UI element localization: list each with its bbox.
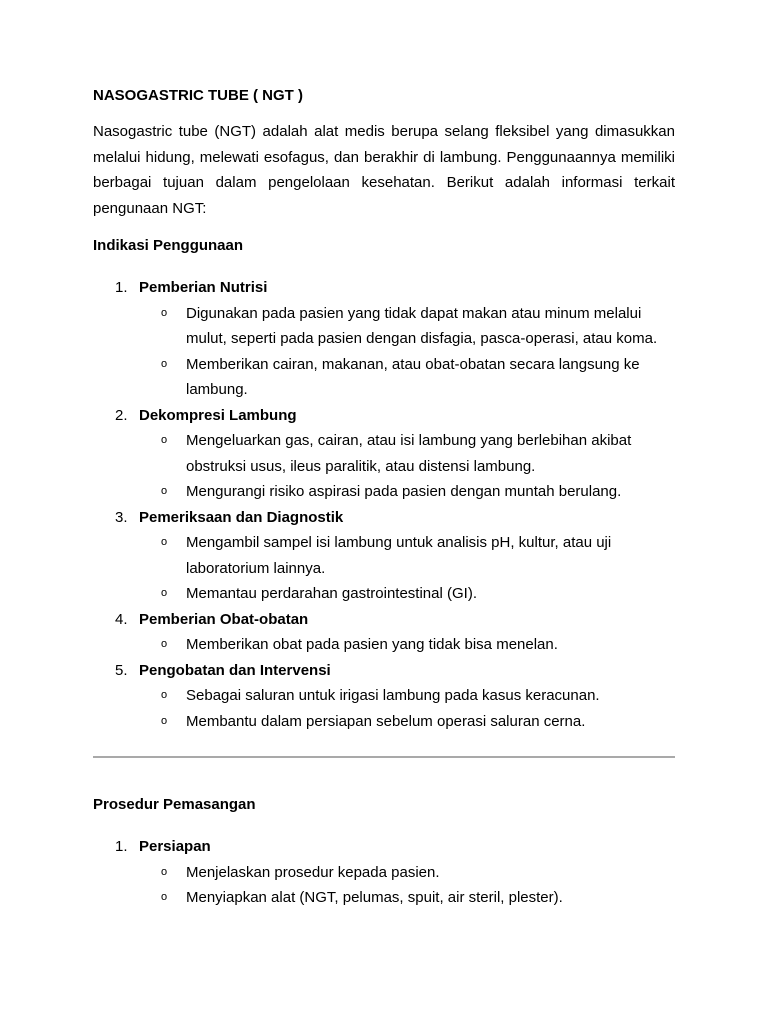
bullet-icon: o (161, 638, 168, 650)
document-page (93, 83, 675, 911)
item-number: 5. (115, 661, 128, 679)
item-number: 4. (115, 610, 128, 628)
list-item (93, 658, 675, 735)
sub-item-text: Memberikan obat pada pasien yang tidak bisa menelan. (186, 636, 558, 653)
sub-item-text: Memantau perdarahan gastrointestinal (GI). (186, 585, 477, 602)
sub-list (139, 301, 675, 403)
bullet-icon: o (161, 689, 168, 701)
sub-list (139, 860, 675, 911)
bullet-icon: o (161, 891, 168, 903)
bullet-icon: o (161, 306, 168, 319)
sub-list (139, 683, 675, 734)
list-item (93, 834, 675, 911)
sub-item-text: Membantu dalam persiapan sebelum operasi saluran cerna. (186, 712, 586, 730)
bullet-icon: o (161, 434, 168, 446)
bullet-icon: o (161, 357, 168, 370)
bullet-icon: o (161, 536, 168, 548)
list-item (93, 403, 675, 505)
bullet-icon: o (161, 865, 168, 878)
item-number: 1. (115, 279, 128, 296)
sub-list-item (139, 683, 675, 709)
item-title: Pemberian Obat-obatan (139, 610, 309, 628)
list-item (93, 607, 675, 658)
sub-list-item (139, 530, 675, 581)
sub-list (139, 530, 675, 607)
item-number: 3. (115, 508, 128, 526)
sub-list-item (139, 885, 675, 911)
sub-list-item (139, 709, 675, 735)
item-number: 1. (115, 838, 128, 855)
item-title: Pemberian Nutrisi (139, 279, 268, 296)
section-divider (93, 756, 675, 758)
bullet-icon: o (161, 714, 168, 727)
sub-list-item (139, 479, 675, 505)
sub-item-text: Mengeluarkan gas, cairan, atau isi lambung yang berlebihan akibat obstruksi usus, ileus paralitik, atau distensi lambung. (186, 432, 632, 475)
sub-list-item (139, 860, 675, 886)
document-title: NASOGASTRIC TUBE ( NGT ) (93, 87, 303, 104)
sub-item-text: Mengambil sampel isi lambung untuk analisis pH, kultur, atau uji laboratorium lainnya. (186, 534, 612, 577)
prosedur-list (93, 834, 675, 911)
sub-list-item (139, 301, 675, 352)
section-heading-indikasi: Indikasi Penggunaan (93, 237, 244, 254)
indikasi-list (93, 275, 675, 734)
sub-list-item (139, 632, 675, 658)
sub-item-text: Menyiapkan alat (NGT, pelumas, spuit, air steril, plester). (186, 889, 563, 906)
sub-list-item (139, 352, 675, 403)
sub-list-item (139, 581, 675, 607)
sub-list (139, 632, 675, 658)
sub-item-text: Sebagai saluran untuk irigasi lambung pada kasus keracunan. (186, 687, 600, 704)
item-title: Persiapan (139, 838, 211, 855)
section-heading-prosedur: Prosedur Pemasangan (93, 796, 256, 813)
sub-list-item (139, 428, 675, 479)
list-item (93, 275, 675, 403)
list-item (93, 505, 675, 607)
bullet-icon: o (161, 485, 168, 497)
intro-paragraph: Nasogastric tube (NGT) adalah alat medis berupa selang fleksibel yang dimasukkan melalui hidung, melewati esofagus, dan berakhir di lambung. Penggunaannya memiliki berbagai tujuan dalam pengelolaan kesehatan. Berikut adalah informasi terkait pengunaan NGT: (93, 123, 675, 217)
item-title: Dekompresi Lambung (139, 406, 297, 424)
item-title: Pemeriksaan dan Diagnostik (139, 508, 344, 526)
item-number: 2. (115, 406, 128, 424)
sub-item-text: Menjelaskan prosedur kepada pasien. (186, 863, 440, 881)
sub-list (139, 428, 675, 505)
bullet-icon: o (161, 587, 168, 599)
item-title: Pengobatan dan Intervensi (139, 661, 331, 679)
sub-item-text: Memberikan cairan, makanan, atau obat-obatan secara langsung ke lambung. (186, 355, 640, 398)
sub-item-text: Digunakan pada pasien yang tidak dapat makan atau minum melalui mulut, seperti pada pasien dengan disfagia, pasca-operasi, atau koma. (186, 304, 658, 347)
sub-item-text: Mengurangi risiko aspirasi pada pasien dengan muntah berulang. (186, 483, 622, 500)
